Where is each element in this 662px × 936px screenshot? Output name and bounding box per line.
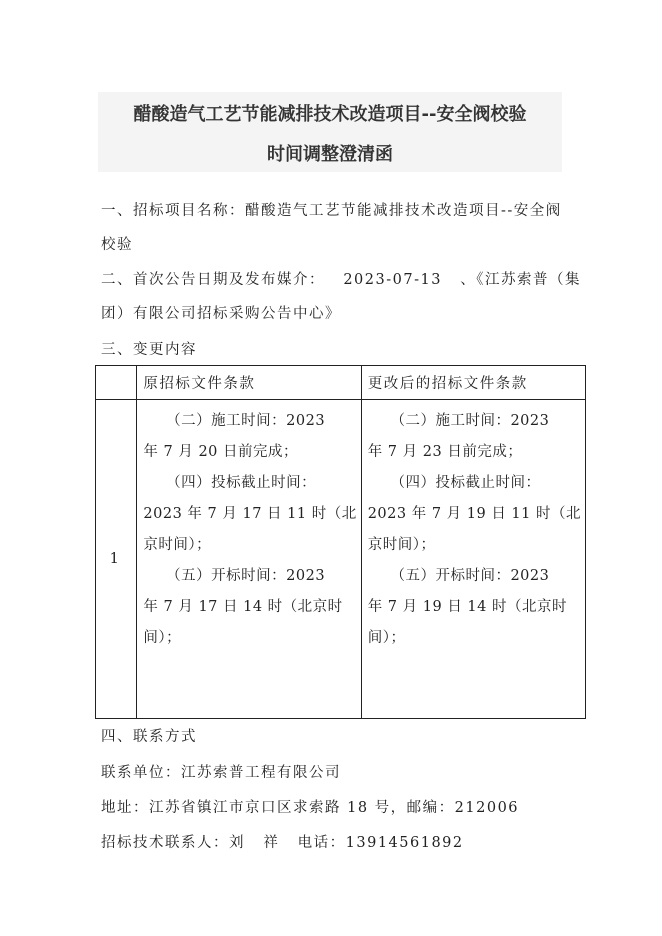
document-title: 醋酸造气工艺节能减排技术改造项目--安全阀校验 (133, 104, 527, 125)
document-subtitle: 时间调整澄清函 (267, 144, 393, 165)
text-line: （二）施工时间：2023 (143, 413, 326, 429)
title-box (98, 92, 562, 172)
section-3-heading: 三、变更内容 (101, 342, 197, 358)
row-number: 1 (96, 400, 137, 719)
text-line: 2023 年 7 月 19 日 11 时（北 (367, 506, 581, 522)
changed-terms (361, 400, 585, 719)
change-table (95, 365, 586, 719)
text-line: 2023 年 7 月 17 日 11 时（北 (143, 506, 357, 522)
text-line: 间）； (367, 630, 406, 646)
original-terms (137, 400, 361, 719)
section-2-line-2: 团）有限公司招标采购公告中心》 (101, 306, 341, 322)
text-line: 年 7 月 19 日 14 时（北京时 (367, 599, 567, 615)
table-row (96, 400, 586, 719)
contact-person: 招标技术联系人：刘 祥 电话：13914561892 (101, 835, 464, 851)
header-no (96, 366, 137, 400)
text-line: 年 7 月 23 日前完成； (367, 444, 523, 460)
section-2-line-1: 二、首次公告日期及发布媒介： 2023-07-13 、《江苏索普（集 (101, 272, 582, 288)
header-original: 原招标文件条款 (137, 366, 361, 400)
text-line: （二）施工时间：2023 (367, 413, 550, 429)
text-line: 京时间）； (143, 537, 212, 553)
text-line: （四）投标截止时间： (143, 475, 317, 491)
text-line: （四）投标截止时间： (367, 475, 541, 491)
contact-unit: 联系单位：江苏索普工程有限公司 (101, 765, 341, 781)
text-line: 间）； (143, 630, 182, 646)
text-line: （五）开标时间：2023 (143, 568, 326, 584)
section-1-line-1: 一、招标项目名称：醋酸造气工艺节能减排技术改造项目--安全阀 (101, 203, 562, 219)
text-line: 京时间）； (367, 537, 436, 553)
text-line: 年 7 月 20 日前完成； (143, 444, 299, 460)
table-header-row (96, 366, 586, 400)
header-changed: 更改后的招标文件条款 (361, 366, 585, 400)
section-4-heading: 四、联系方式 (101, 729, 197, 745)
text-line: 年 7 月 17 日 14 时（北京时 (143, 599, 343, 615)
text-line: （五）开标时间：2023 (367, 568, 550, 584)
contact-address: 地址：江苏省镇江市京口区求索路 18 号，邮编：212006 (101, 800, 520, 816)
section-1-line-2: 校验 (101, 237, 133, 253)
